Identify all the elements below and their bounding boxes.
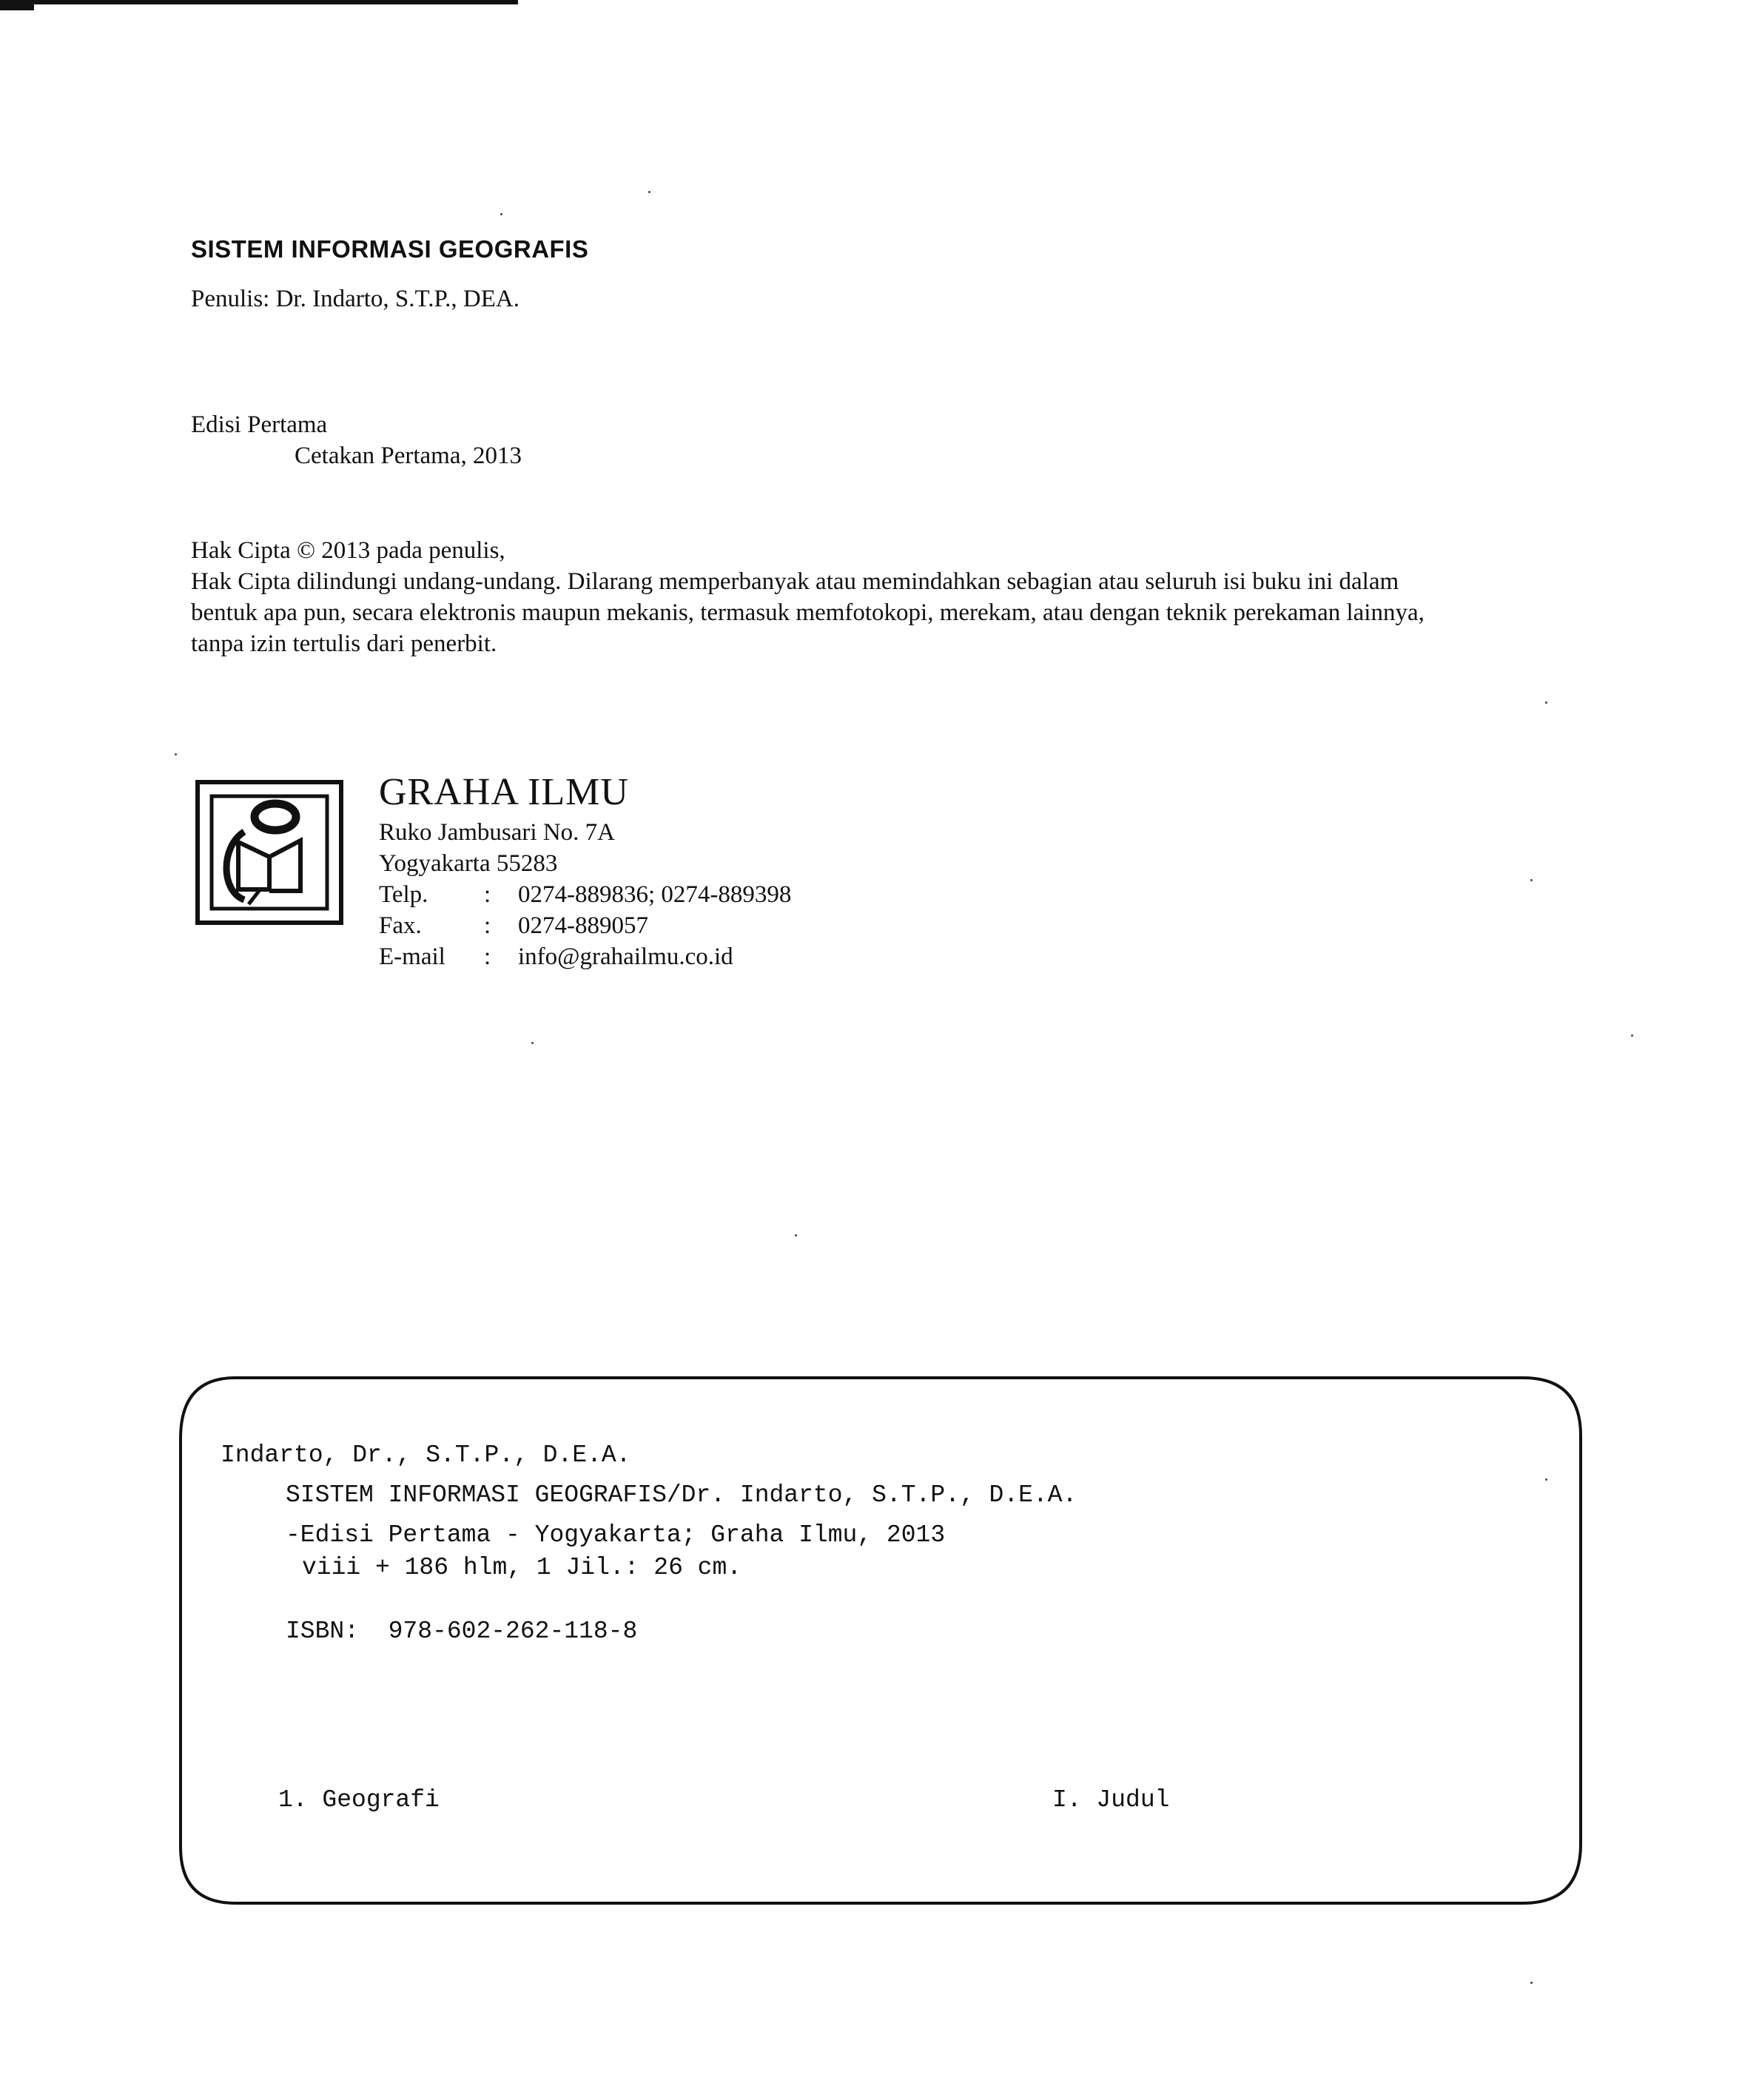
contact-value: 0274-889836; 0274-889398 <box>518 881 792 908</box>
scan-speck <box>648 191 650 193</box>
cip-subject-entry: 1. Geografi <box>278 1786 440 1814</box>
contact-colon: : <box>484 943 491 970</box>
contact-row-fax <box>379 910 791 941</box>
contact-value: info@grahailmu.co.id <box>518 943 733 970</box>
contact-label: Fax. <box>379 912 422 939</box>
scan-speck <box>1545 1478 1547 1481</box>
cip-collation-line: viii + 186 hlm, 1 Jil.: 26 cm. <box>302 1554 742 1581</box>
top-edge-mark <box>0 0 34 10</box>
scan-speck <box>500 213 502 215</box>
edition-line: Edisi Pertama <box>191 411 328 438</box>
copyright-line: Hak Cipta dilindungi undang-undang. Dilarang memperbanyak atau memindahkan sebagian atau seluruh isi buku ini dalam <box>191 568 1399 595</box>
cip-edition-line: -Edisi Pertama - Yogyakarta; Graha Ilmu, 2013 <box>286 1521 946 1549</box>
publisher-logo <box>195 780 343 925</box>
scan-speck <box>1530 879 1533 881</box>
scan-speck <box>531 1042 534 1044</box>
contact-label: E-mail <box>379 943 445 970</box>
publisher-city-line: Yogyakarta 55283 <box>379 850 558 877</box>
scan-speck <box>795 1234 797 1236</box>
cip-isbn: ISBN: 978-602-262-118-8 <box>286 1618 638 1645</box>
scan-speck <box>1530 1982 1533 1984</box>
cip-author: Indarto, Dr., S.T.P., D.E.A. <box>221 1441 631 1469</box>
contact-value: 0274-889057 <box>518 912 648 939</box>
publisher-info <box>379 817 791 972</box>
author-line: Penulis: Dr. Indarto, S.T.P., DEA. <box>191 286 519 312</box>
contact-colon: : <box>484 881 491 908</box>
contact-row-email <box>379 941 791 972</box>
contact-row-telp <box>379 879 791 910</box>
book-title: SISTEM INFORMASI GEOGRAFIS <box>191 235 589 263</box>
scan-speck <box>1545 701 1547 704</box>
cip-title-entry: I. Judul <box>1052 1786 1170 1814</box>
contact-label: Telp. <box>379 881 428 908</box>
top-edge-rule <box>0 0 518 4</box>
publisher-name: GRAHA ILMU <box>379 771 629 813</box>
scan-speck <box>1631 1034 1633 1037</box>
copyright-notice <box>191 535 1597 659</box>
copyright-line: Hak Cipta © 2013 pada penulis, <box>191 537 505 564</box>
scan-speck <box>175 753 177 755</box>
publisher-address-line: Ruko Jambusari No. 7A <box>379 819 615 846</box>
copyright-line: bentuk apa pun, secara elektronis maupun mekanis, termasuk memfotokopi, merekam, atau dengan teknik perekaman lainnya, <box>191 599 1425 626</box>
printing-line: Cetakan Pertama, 2013 <box>295 442 522 469</box>
copyright-line: tanpa izin tertulis dari penerbit. <box>191 630 497 657</box>
contact-colon: : <box>484 912 491 939</box>
cip-title-line: SISTEM INFORMASI GEOGRAFIS/Dr. Indarto, S.T.P., D.E.A. <box>286 1481 1077 1509</box>
